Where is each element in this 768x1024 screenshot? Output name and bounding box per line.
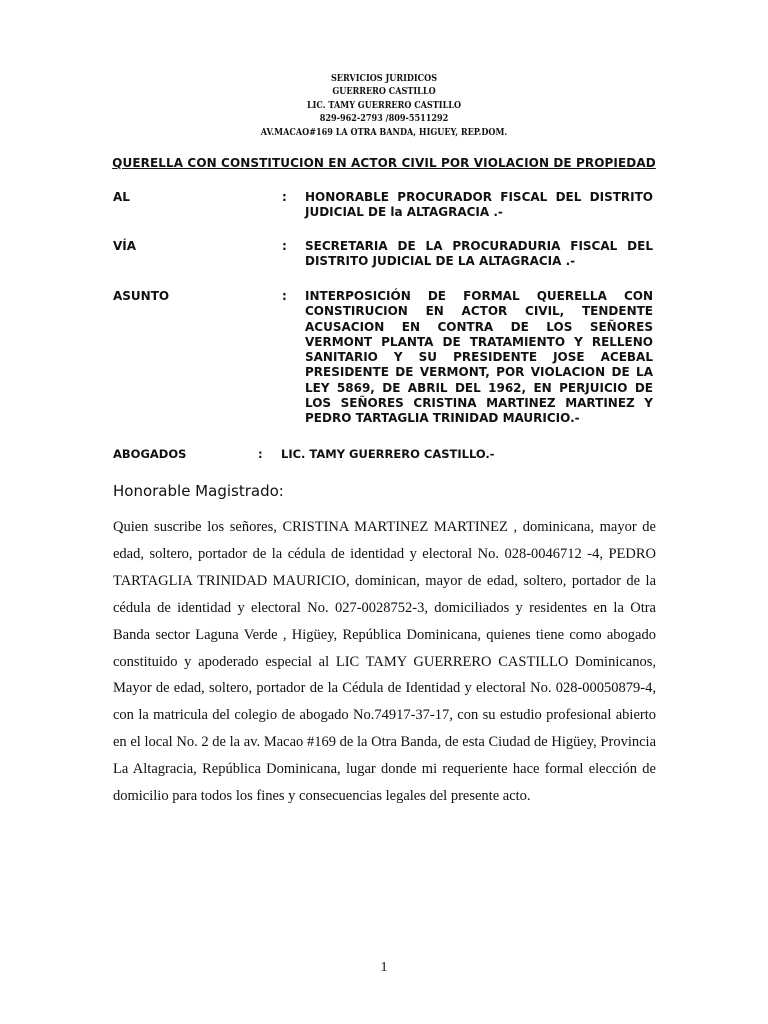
field-via-label: VÍA [113,239,137,253]
body-paragraph: Quien suscribe los señores, CRISTINA MARTINEZ MARTINEZ , dominicana, mayor de edad, soltero, portador de la cédula de identidad y electoral No. 028-0046712 -4, PEDRO TARTAGLIA TRINIDAD MAURICIO, dominican, mayor de edad, soltero, portador de la cédula de identidad y electoral No. 027-0028752-3, domiciliados y residentes en la Otra Banda sector Laguna Verde , Higüey, República Dominicana, quienes tiene como abogado constituido y apoderado especial al LIC TAMY GUERRERO CASTILLO Dominicanos, Mayor de edad, soltero, portador de la Cédula de Identidad y electoral No. 028-00050879-4, con la matricula del colegio de abogado No.74917-37-17, con su estudio profesional abierto en el local No. 2 de la av. Macao #169 de la Otra Banda, de esta Ciudad de Higüey, Provincia La Altagracia, República Dominicana, lugar donde mi requeriente hace formal elección de domicilio para todos los fines y consecuencias legales del presente acto. [113,519,656,805]
field-asunto-value: INTERPOSICIÓN DE FORMAL QUERELLA CON CONSTIRUCION EN ACTOR CIVIL, TENDENTE ACUSACION EN CONTRA DE LOS SEÑORES VERMONT PLANTA DE TRATAMIENTO Y RELLENO SANITARIO Y SU PRESIDENTE JOSE ACEBAL PRESIDENTE DE VERMONT, POR VIOLACION DE LA LEY 5869, DE ABRIL DEL 1962, EN PERJUICIO DE LOS SEÑORES CRISTINA MARTINEZ MARTINEZ Y PEDRO TARTAGLIA TRINIDAD MAURICIO.- [305,289,653,426]
field-abogados-label: ABOGADOS [113,447,187,461]
field-abogados-colon: : [258,447,263,461]
document-title: QUERELLA CON CONSTITUCION EN ACTOR CIVIL POR VIOLACION DE PROPIEDAD [112,156,656,170]
field-abogados-value: LIC. TAMY GUERRERO CASTILLO.- [281,447,495,461]
salutation: Honorable Magistrado: [113,482,284,500]
letterhead-firm-name: GUERRERO CASTILLO [332,87,436,98]
letterhead-firm-type: SERVICIOS JURIDICOS [330,74,438,84]
field-via-colon: : [282,239,287,253]
letterhead [38,73,729,140]
field-al-colon: : [282,190,287,204]
letterhead-address: AV.MACAO#169 LA OTRA BANDA, HIGUEY, REP.DOM. [260,127,508,138]
letterhead-lawyer-name: LIC. TAMY GUERRERO CASTILLO [306,100,462,111]
field-via-value: SECRETARIA DE LA PROCURADURIA FISCAL DEL DISTRITO JUDICIAL DE LA ALTAGRACIA .- [305,239,653,269]
field-asunto-colon: : [282,289,287,303]
field-asunto-label: ASUNTO [113,289,170,303]
page-number: 1 [380,960,388,975]
field-al-label: AL [113,190,130,204]
field-al-value: HONORABLE PROCURADOR FISCAL DEL DISTRITO JUDICIAL DE la ALTAGRACIA .- [305,190,653,220]
letterhead-phones: 829-962-2793 /809-5511292 [319,114,449,125]
